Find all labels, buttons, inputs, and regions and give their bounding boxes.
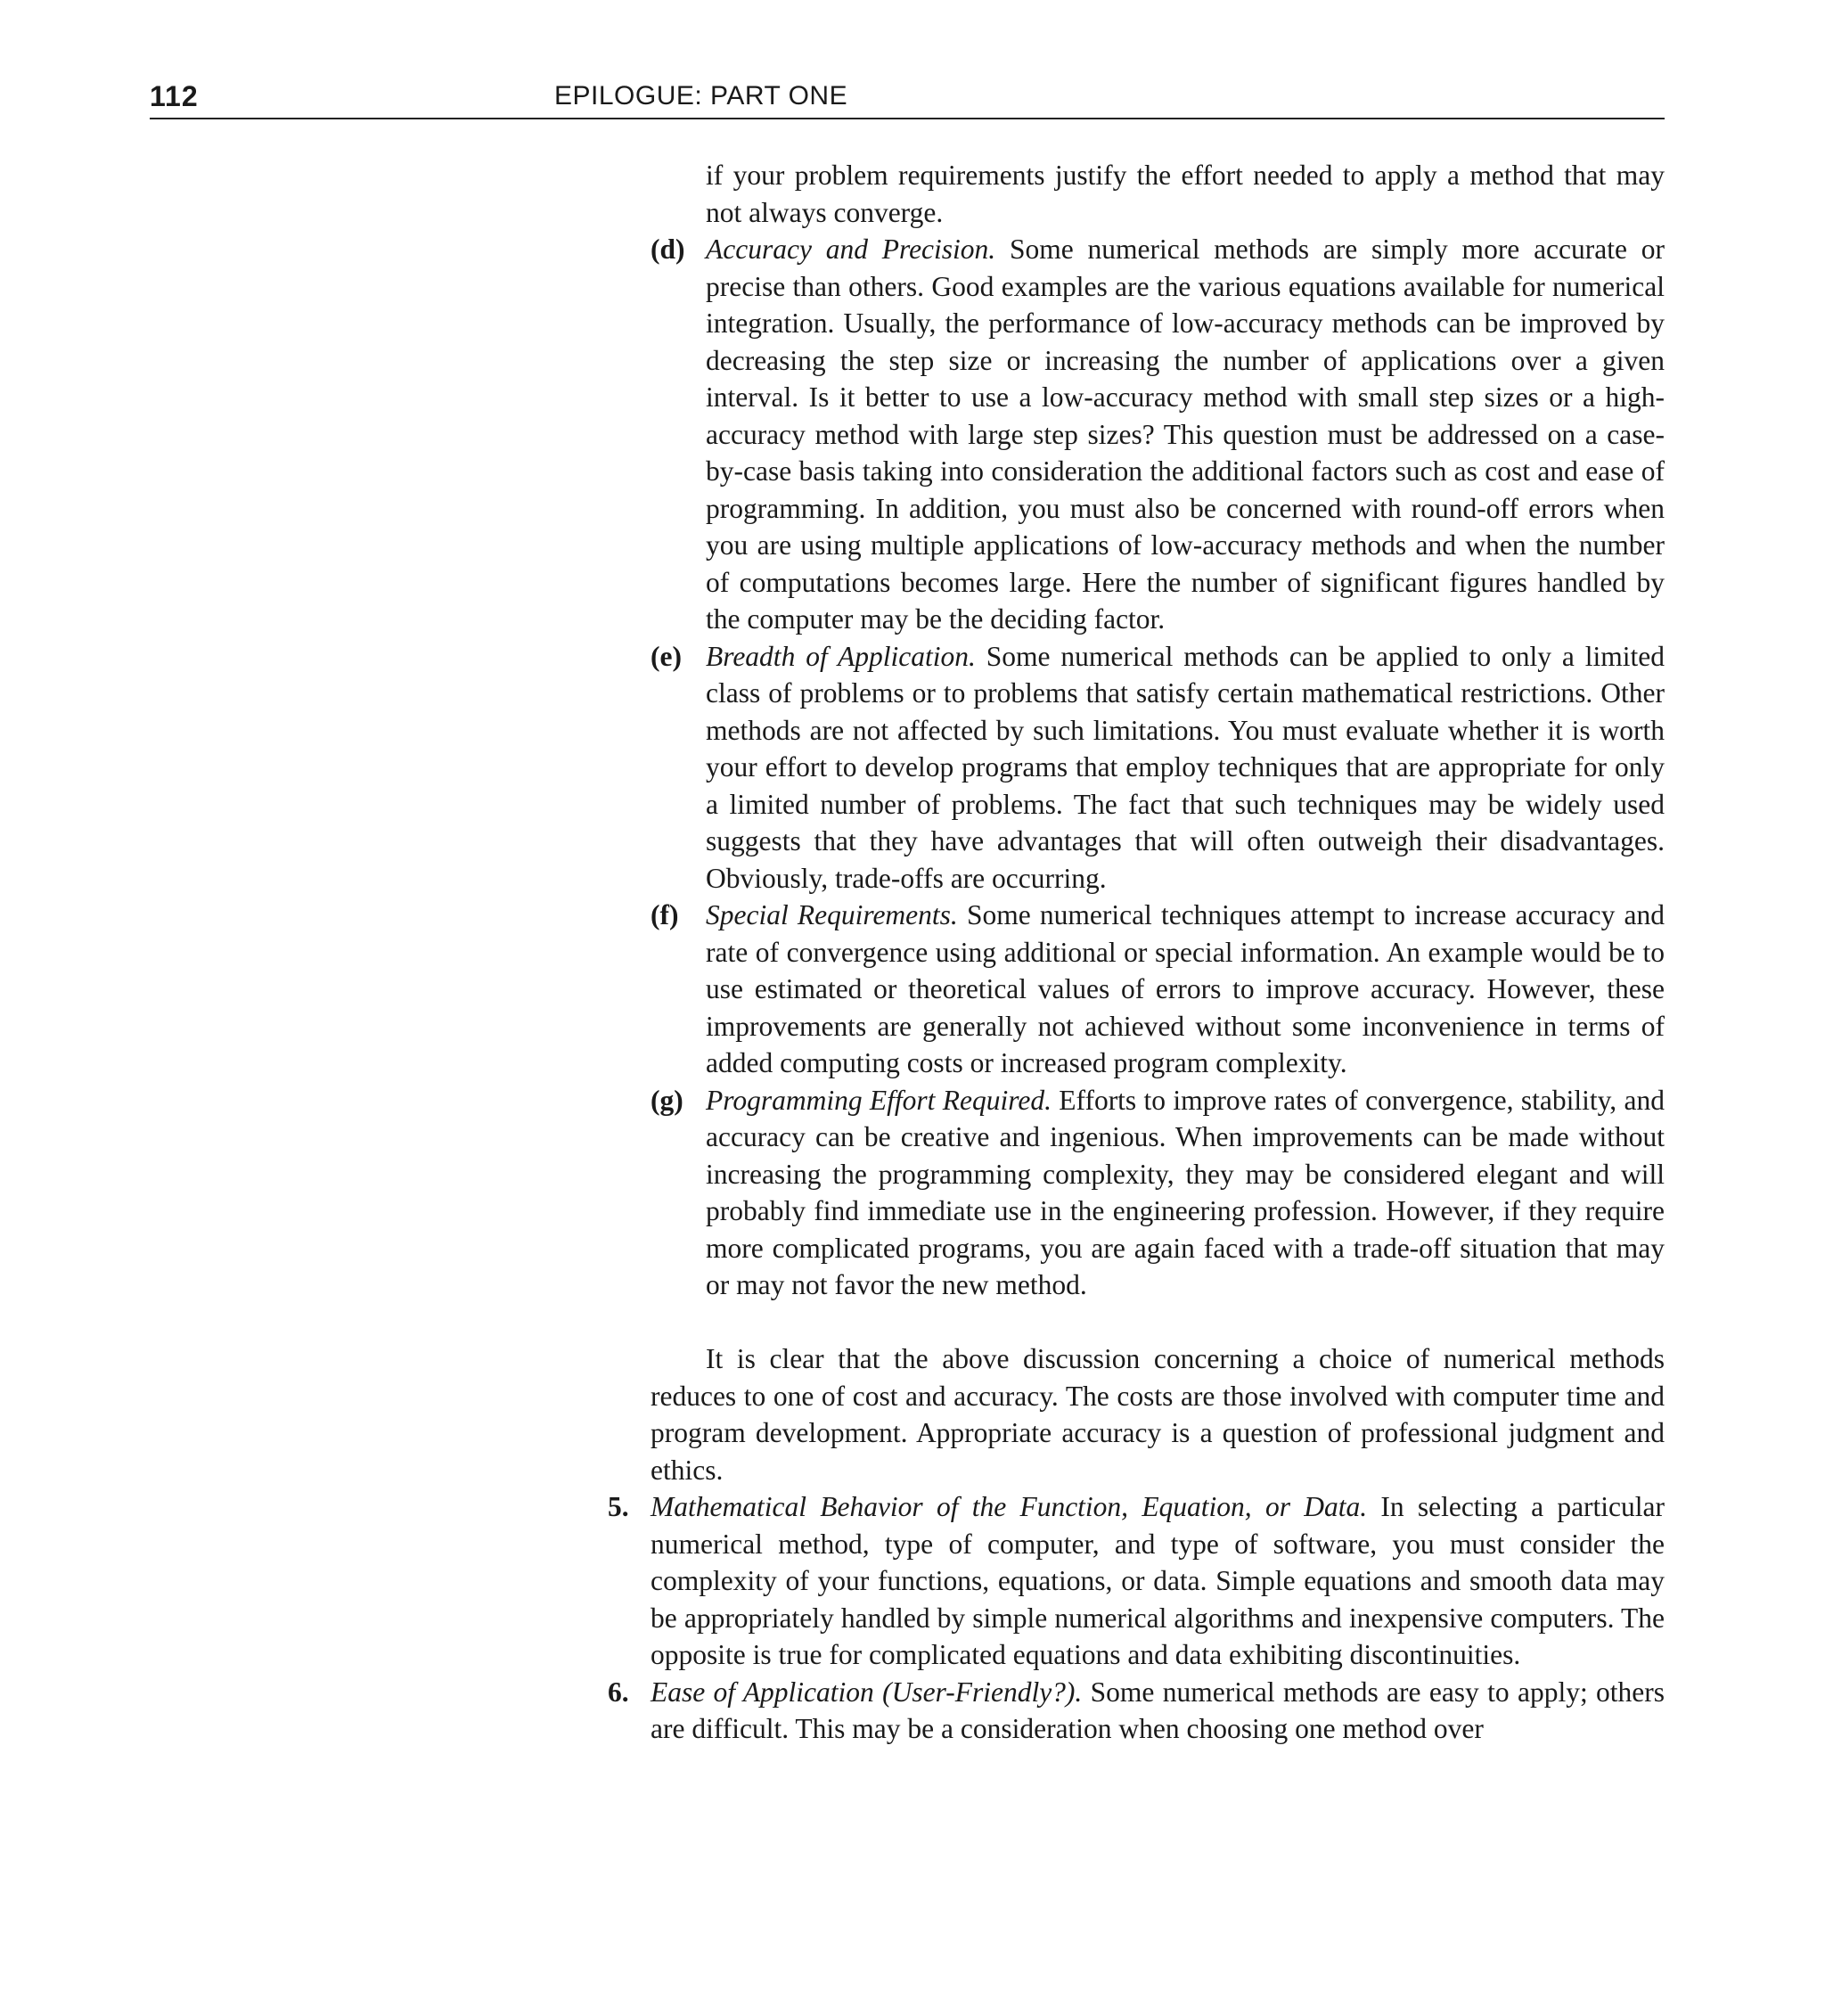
numbered-item-label: 5. xyxy=(608,1491,629,1522)
numbered-item-5 xyxy=(608,1488,1665,1674)
numbered-item-title: Mathematical Behavior of the Function, Equation, or Data. xyxy=(651,1491,1368,1522)
continuation-paragraph: if your problem requirements justify the effort needed to apply a method that may not always converge. xyxy=(706,160,1665,228)
sub-item-label: (g) xyxy=(651,1084,683,1116)
numbered-item-text: Some numerical methods are easy to apply; others are difficult. This may be a consideration when choosing one method over xyxy=(651,1676,1665,1744)
sub-item-g xyxy=(651,1082,1665,1304)
sub-item-label: (f) xyxy=(651,899,679,930)
summary-paragraph: It is clear that the above discussion concerning a choice of numerical methods reduces to one of cost and accuracy. The costs are those involved with computer time and program development. Appropriate accuracy is a question of professional judgment and ethics. xyxy=(651,1343,1665,1486)
paragraph-gap xyxy=(651,1304,1665,1341)
numbered-item-title: Ease of Application (User-Friendly?). xyxy=(651,1676,1083,1708)
numbered-item-label: 6. xyxy=(608,1676,629,1708)
sub-item-text: Efforts to improve rates of convergence, stability, and accuracy can be creative and ingenious. When improvements can be made without increasing the programming complexity, they may be considered elegant and will probably find immediate use in the engineering profession. However, if they require more complicated programs, you are again faced with a trade-off situation that may or may not favor the new method. xyxy=(706,1084,1665,1300)
sub-item-text: Some numerical techniques attempt to increase accuracy and rate of convergence using additional or special information. An example would be to use estimated or theoretical values of errors to improve accuracy. However, these improvements are generally not achieved without some inconvenience in terms of added computing costs or increased program complexity. xyxy=(706,899,1665,1078)
running-head: EPILOGUE: PART ONE xyxy=(554,81,848,111)
sub-item-label: (d) xyxy=(651,234,685,265)
sub-item-title: Breadth of Application. xyxy=(706,640,976,672)
sub-item-f xyxy=(651,897,1665,1082)
sub-item-label: (e) xyxy=(651,640,682,672)
numbered-item-6 xyxy=(608,1674,1665,1748)
sub-item-e xyxy=(651,638,1665,897)
sub-item-d xyxy=(651,231,1665,638)
sub-item-text: Some numerical methods are simply more accurate or precise than others. Good examples are the various equations available for numerical integration. Usually, the performance of low-accuracy methods can be improved by decreasing the step size or increasing the number of applications over a given interval. Is it better to use a low-accuracy method with small step sizes or a high-accuracy method with large step sizes? This question must be addressed on a case-by-case basis taking into consideration the additional factors such as cost and ease of programming. In addition, you must also be concerned with round-off errors when you are using multiple applications of low-accuracy methods and when the number of computations becomes large. Here the number of significant figures handled by the computer may be the deciding factor. xyxy=(706,234,1665,635)
body-text xyxy=(608,157,1665,1748)
sub-item-text: Some numerical methods can be applied to only a limited class of problems or to problems that satisfy certain mathematical restrictions. Other methods are not affected by such limitations. You must evaluate whether it is worth your effort to develop programs that employ techniques that are appropriate for only a limited number of problems. The fact that such techniques may be widely used suggests that they have advantages that will often outweigh their disadvantages. Obviously, trade-offs are occurring. xyxy=(706,640,1665,894)
numbered-item-text: In selecting a particular numerical method, type of computer, and type of software, you must consider the complexity of your functions, equations, or data. Simple equations and smooth data may be appropriately handled by simple numerical algorithms and inexpensive computers. The opposite is true for complicated equations and data exhibiting discontinuities. xyxy=(651,1491,1665,1670)
sub-item-title: Programming Effort Required. xyxy=(706,1084,1052,1116)
page-number: 112 xyxy=(150,80,199,112)
sub-item-title: Special Requirements. xyxy=(706,899,958,930)
sub-item-title: Accuracy and Precision. xyxy=(706,234,996,265)
page-header xyxy=(150,80,1665,119)
